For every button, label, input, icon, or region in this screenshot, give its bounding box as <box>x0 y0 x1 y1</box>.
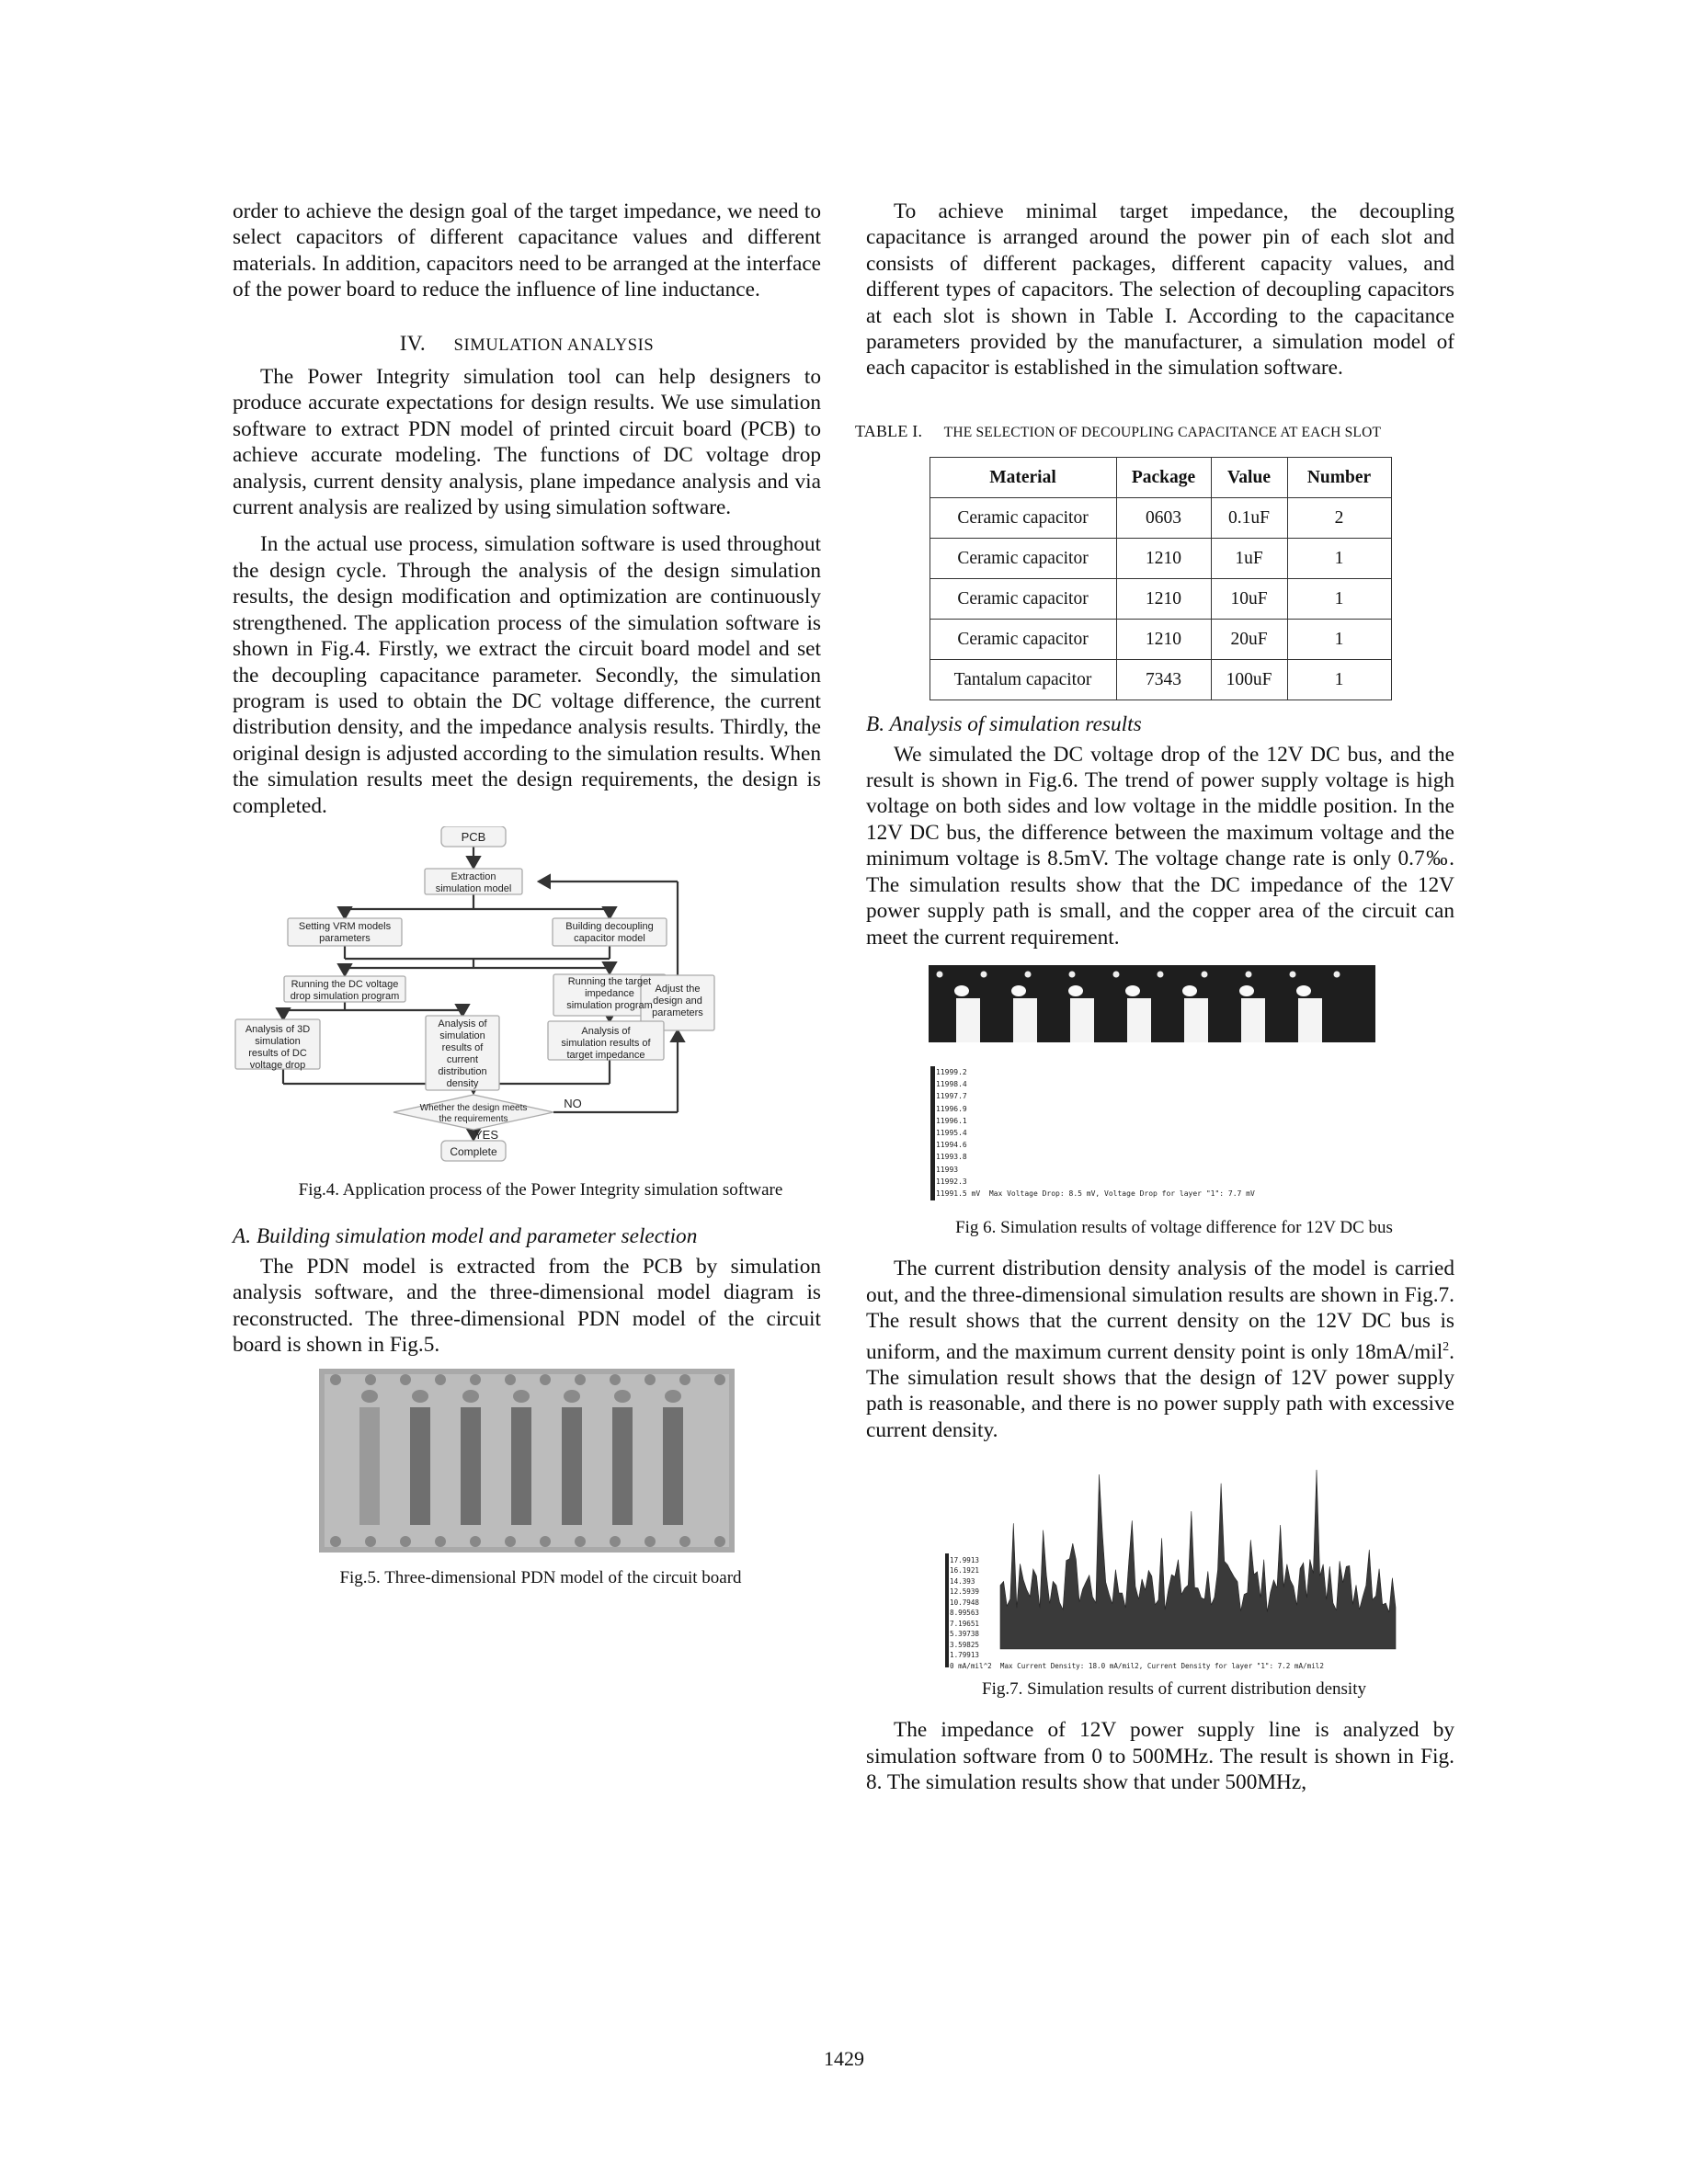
voltage-footer: Max Voltage Drop: 8.5 mV, Voltage Drop for layer "1": 7.7 mV <box>988 1189 1255 1198</box>
legend-value: 5.39738 <box>950 1630 980 1639</box>
table-cell: 1 <box>1287 579 1391 620</box>
table-cell: 1210 <box>1116 620 1211 660</box>
legend-value: 11998.4 <box>936 1080 967 1089</box>
slot-connector <box>462 1390 479 1403</box>
flow-no: NO <box>564 1096 582 1110</box>
mounting-pad <box>470 1536 481 1547</box>
legend-value: 12.5939 <box>950 1587 980 1597</box>
slot-cutout <box>1070 998 1094 1042</box>
table-cell: 10uF <box>1211 579 1287 620</box>
mounting-pad <box>435 1536 446 1547</box>
flow-impedance: Running the target impedance simulation program <box>566 975 653 1011</box>
legend-value: 11993.8 <box>936 1153 967 1162</box>
legend-value: 11996.1 <box>936 1116 967 1125</box>
table-cell: 1210 <box>1116 579 1211 620</box>
table-header-row <box>930 458 1391 498</box>
legend-value: 11993 <box>936 1165 959 1174</box>
slot-connector <box>361 1390 378 1403</box>
mounting-pad <box>679 1374 690 1385</box>
connector-pad <box>1011 985 1026 996</box>
legend-value: 11995.4 <box>936 1128 967 1137</box>
legend-value: 3.59825 <box>950 1640 980 1649</box>
paragraph-decoupling: To achieve minimal target impedance, the decoupling capacitance is arranged around the power pin of each slot and consists of different packages, different capacity values, and different types of capacitors. The selection of decoupling capacitors at each slot is shown in Table I. According to the capacitance parameters provided by the manufacturer, a simulation model of each capacitor is established in the simulation software. <box>866 199 1454 381</box>
slot-cutout <box>1298 998 1322 1042</box>
table-cell: 2 <box>1287 498 1391 539</box>
mounting-pad <box>400 1536 411 1547</box>
legend-value: 8.99563 <box>950 1609 980 1618</box>
paragraph-current-density <box>866 1256 1454 1443</box>
slot-pin-field <box>612 1407 633 1525</box>
superscript: 2 <box>1443 1339 1450 1354</box>
mounting-pad <box>365 1536 376 1547</box>
flow-yes: YES <box>473 1127 499 1142</box>
table-header: Value <box>1211 458 1287 498</box>
table-header: Number <box>1287 458 1391 498</box>
slot-pin-field <box>359 1407 380 1525</box>
decoupling-table <box>930 457 1392 700</box>
connector-pad <box>1296 985 1311 996</box>
fig5-caption: Fig.5. Three-dimensional PDN model of the circuit board <box>339 1568 742 1588</box>
via-marker <box>1069 971 1076 977</box>
via-marker <box>1334 971 1340 977</box>
table-cell: 1 <box>1287 539 1391 579</box>
flow-adjust: Adjust the design and parameters <box>652 983 703 1018</box>
table-row <box>930 498 1391 539</box>
table-cell: 1 <box>1287 620 1391 660</box>
slot-connector <box>614 1390 631 1403</box>
intro-paragraph: order to achieve the design goal of the target impedance, we need to select capacitors of different capacitance values and different materials. In addition, capacitors need to be arranged at the interface of the power board to reduce the influence of line inductance. <box>233 199 821 302</box>
mounting-pad <box>575 1536 586 1547</box>
paragraph-voltage-drop: We simulated the DC voltage drop of the 12V DC bus, and the result is shown in Fig.6. The trend of power supply voltage is high voltage on both sides and low voltage in the middle position. In the 12V DC bus, the difference between the maximum voltage and the minimum voltage is 8.5mV. The voltage change rate is only 0.7‰. The simulation results show that the DC impedance of the 12V power supply path is small, and the copper area of the circuit can meet the current requirement. <box>866 742 1454 950</box>
table-cell: 100uF <box>1211 660 1287 700</box>
table-header: Package <box>1116 458 1211 498</box>
pdn-model-image <box>319 1369 735 1553</box>
mounting-pad <box>644 1536 656 1547</box>
flow-pcb: PCB <box>461 829 486 844</box>
via-marker <box>1246 971 1252 977</box>
flow-analysis-current: Analysis of simulation results of current distribution density <box>438 1018 487 1089</box>
legend-value: 10.7948 <box>950 1598 980 1607</box>
flow-analysis-target: Analysis of simulation results of target impedance <box>561 1025 651 1061</box>
legend-value: 1.79913 <box>950 1651 980 1660</box>
flowchart <box>233 826 821 1165</box>
table-caption <box>855 418 1454 446</box>
via-marker <box>981 971 987 977</box>
section-title: SIMULATION ANALYSIS <box>453 336 655 355</box>
left-column <box>233 199 821 1592</box>
table-cell: Ceramic capacitor <box>930 539 1116 579</box>
current-legend <box>950 1555 1324 1672</box>
slot-pin-field <box>461 1407 481 1525</box>
mounting-pad <box>540 1374 551 1385</box>
legend-value: 14.393 <box>950 1576 975 1586</box>
connector-pad <box>1125 985 1140 996</box>
mounting-pad <box>365 1374 376 1385</box>
voltage-legend <box>936 1066 1255 1200</box>
mounting-pad <box>470 1374 481 1385</box>
connector-pad <box>1068 985 1083 996</box>
legend-value: 17.9913 <box>950 1555 980 1564</box>
via-marker <box>1025 971 1032 977</box>
section-heading <box>233 331 821 358</box>
section-number: IV. <box>399 331 426 356</box>
slot-pin-field <box>410 1407 430 1525</box>
mounting-pad <box>330 1536 341 1547</box>
mounting-pad <box>679 1536 690 1547</box>
slot-pin-field <box>663 1407 683 1525</box>
table-title: THE SELECTION OF DECOUPLING CAPACITANCE AT EACH SLOT <box>943 424 1382 440</box>
mounting-pad <box>505 1536 516 1547</box>
current-density-text: The current distribution density analysis of the model is carried out, and the three-dimensional simulation results are shown in Fig.7. The result shows that the current density on the 12V DC bus is uniform, and the maximum current density point is only 18mA/mil <box>866 1257 1454 1364</box>
paragraph-pi-tool: The Power Integrity simulation tool can help designers to produce accurate expectations for design results. We use simulation software to extract PDN model of printed circuit board (PCB) to achieve accurate modeling. The functions of DC voltage drop analysis, current density analysis, plane impedance analysis and via current analysis are realized by using simulation software. <box>233 365 821 520</box>
table-row <box>930 620 1391 660</box>
mounting-pad <box>435 1374 446 1385</box>
table-cell: 7343 <box>1116 660 1211 700</box>
mounting-pad <box>575 1374 586 1385</box>
subsection-a: A. Building simulation model and parameter selection <box>233 1224 698 1249</box>
current-density-text-end: . The simulation result shows that the design of 12V power supply path is reasonable, and there is no power supply path with excessive current density. <box>866 1339 1454 1442</box>
fig6-caption: Fig 6. Simulation results of voltage difference for 12V DC bus <box>955 1217 1393 1237</box>
connector-pad <box>1239 985 1254 996</box>
figure-4 <box>233 826 821 1165</box>
via-marker <box>937 971 943 977</box>
table-row <box>930 579 1391 620</box>
table-cell: 1 <box>1287 660 1391 700</box>
table-cell: 1210 <box>1116 539 1211 579</box>
figure-6 <box>929 965 1375 1206</box>
right-column <box>855 199 1454 1796</box>
table-header: Material <box>930 458 1116 498</box>
mounting-pad <box>330 1374 341 1385</box>
slot-cutout <box>1127 998 1151 1042</box>
slot-cutout <box>1013 998 1037 1042</box>
figure-5 <box>319 1369 735 1553</box>
legend-value: 16.1921 <box>950 1566 980 1575</box>
connector-pad <box>1182 985 1197 996</box>
via-marker <box>1158 971 1164 977</box>
mounting-pad <box>610 1374 621 1385</box>
legend-value: 11994.6 <box>936 1141 967 1150</box>
mounting-pad <box>610 1536 621 1547</box>
via-marker <box>1290 971 1296 977</box>
table-cell: Ceramic capacitor <box>930 498 1116 539</box>
legend-value: 0 mA/mil^2 <box>950 1661 992 1670</box>
table-cell: 0.1uF <box>1211 498 1287 539</box>
slot-connector <box>665 1390 681 1403</box>
mounting-pad <box>540 1536 551 1547</box>
figure-7 <box>945 1469 1405 1670</box>
flow-decision: Whether the design meets the requirements <box>419 1102 528 1124</box>
slot-connector <box>513 1390 530 1403</box>
legend-value: 11999.2 <box>936 1067 967 1076</box>
slot-connector <box>564 1390 580 1403</box>
slot-cutout <box>956 998 980 1042</box>
fig7-caption: Fig.7. Simulation results of current distribution density <box>982 1678 1366 1699</box>
paragraph-process: In the actual use process, simulation software is used throughout the design cycle. Through the analysis of the design simulation results, the design modification and optimization are continuously strengthened. The application process of the simulation software is shown in Fig.4. Firstly, we extract the circuit board model and set the decoupling capacitance parameter. Secondly, the simulation program is used to obtain the DC voltage difference, the current distribution density, and the impedance analysis results. Thirdly, the original design is adjusted according to the simulation results. When the simulation results meet the design requirements, the design is completed. <box>233 532 821 818</box>
legend-value: 11991.5 mV <box>936 1189 981 1198</box>
slot-connector <box>412 1390 428 1403</box>
table-cell: Tantalum capacitor <box>930 660 1116 700</box>
legend-value: 11997.7 <box>936 1092 967 1101</box>
flow-analysis-3d: Analysis of 3D simulation results of DC voltage drop <box>245 1023 311 1071</box>
table-row <box>930 660 1391 700</box>
flow-complete: Complete <box>450 1144 497 1158</box>
legend-value: 7.19651 <box>950 1619 980 1628</box>
table-cell: 0603 <box>1116 498 1211 539</box>
slot-cutout <box>1241 998 1265 1042</box>
table-label: TABLE I. <box>855 421 923 440</box>
fig4-caption: Fig.4. Application process of the Power Integrity simulation software <box>298 1179 783 1200</box>
mounting-pad <box>505 1374 516 1385</box>
legend-value: 11992.3 <box>936 1177 967 1186</box>
legend-value: 11996.9 <box>936 1104 967 1113</box>
via-marker <box>1202 971 1208 977</box>
flow-extraction: Extraction simulation model <box>435 870 512 894</box>
table-cell: Ceramic capacitor <box>930 579 1116 620</box>
table-cell: 20uF <box>1211 620 1287 660</box>
subsection-b: B. Analysis of simulation results <box>866 712 1142 737</box>
page-number: 1429 <box>824 2047 864 2070</box>
via-marker <box>1113 971 1120 977</box>
flow-vrm: Setting VRM models parameters <box>298 920 392 944</box>
paragraph-impedance: The impedance of 12V power supply line is analyzed by simulation software from 0 to 500MHz. The result is shown in Fig. 8. The simulation results show that under 500MHz, <box>866 1718 1454 1795</box>
current-footer: Max Current Density: 18.0 mA/mil2, Current Density for layer "1": 7.2 mA/mil2 <box>999 1661 1324 1670</box>
mounting-pad <box>400 1374 411 1385</box>
slot-cutout <box>1184 998 1208 1042</box>
connector-pad <box>954 985 969 996</box>
table-row <box>930 539 1391 579</box>
mounting-pad <box>644 1374 656 1385</box>
table-cell: Ceramic capacitor <box>930 620 1116 660</box>
mounting-pad <box>714 1374 725 1385</box>
flow-decap: Building decoupling capacitor model <box>565 920 654 944</box>
slot-pin-field <box>562 1407 582 1525</box>
mounting-pad <box>714 1536 725 1547</box>
flow-dc-drop: Running the DC voltage drop simulation program <box>290 978 400 1002</box>
paragraph-pdn: The PDN model is extracted from the PCB by simulation analysis software, and the three-dimensional model diagram is reconstructed. The three-dimensional PDN model of the circuit board is shown in Fig.5. <box>233 1254 821 1357</box>
table-cell: 1uF <box>1211 539 1287 579</box>
slot-pin-field <box>511 1407 531 1525</box>
